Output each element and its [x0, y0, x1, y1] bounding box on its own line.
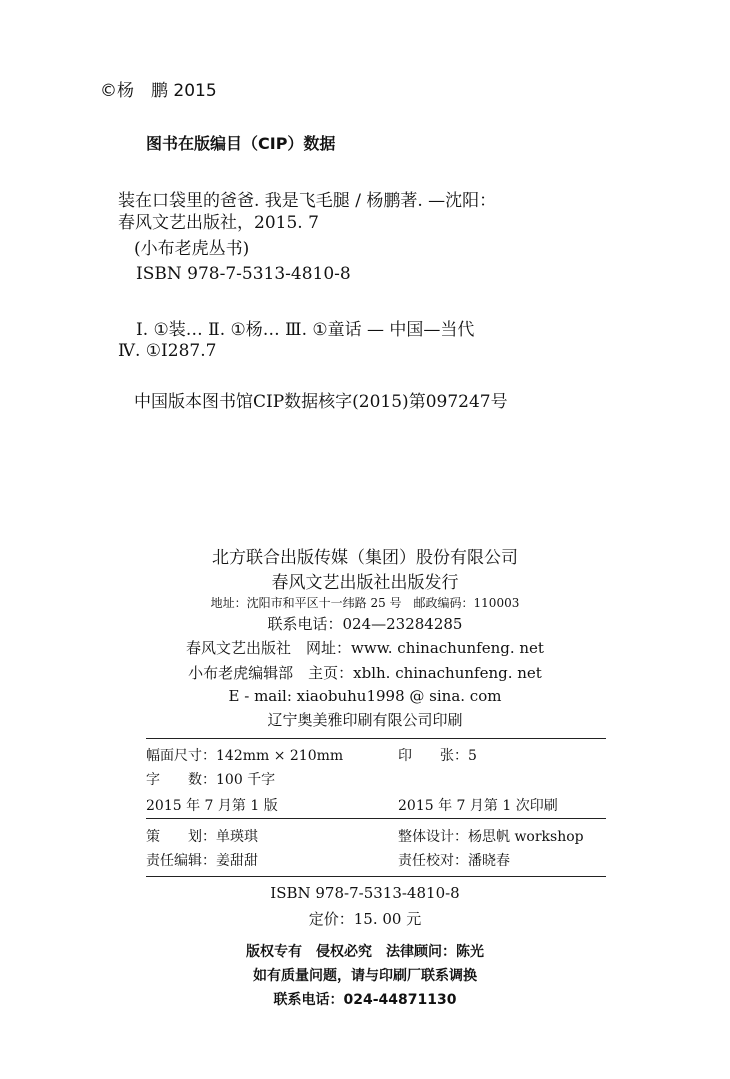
price-isbn: ISBN 978-7-5313-4810-8 — [270, 884, 460, 902]
cip-verification: 中国版本图书馆CIP数据核字(2015)第097247号 — [134, 392, 508, 412]
divider-credits-top — [146, 818, 606, 819]
cip-title-line-1: 装在口袋里的爸爸. 我是飞毛腿 / 杨鹏著. —沈阳： — [118, 191, 497, 211]
publisher-phone: 联系电话：024—23284285 — [267, 615, 463, 633]
credit-proofreader: 责任校对：潘晓春 — [398, 853, 510, 869]
credit-designer: 整体设计：杨思帆 workshop — [398, 829, 584, 845]
cip-title-line-2: 春风文艺出版社，2015. 7 — [118, 213, 319, 233]
spec-sheets: 印 张：5 — [398, 748, 477, 764]
divider-specs-top — [146, 738, 606, 739]
credit-editor: 责任编辑：姜甜甜 — [146, 853, 258, 869]
spec-format: 幅面尺寸：142mm × 210mm — [146, 748, 344, 764]
credit-planner: 策 划：单瑛琪 — [146, 829, 258, 845]
cip-classification-1: Ⅰ. ①装… Ⅱ. ①杨… Ⅲ. ①童话 — 中国—当代 — [136, 320, 475, 340]
notice-contact: 联系电话：024-44871130 — [273, 992, 457, 1008]
spec-words: 字 数：100 千字 — [146, 772, 276, 788]
copyright-notice: ©杨 鹏 2015 — [100, 81, 217, 101]
publisher-issuer: 春风文艺出版社出版发行 — [271, 573, 459, 593]
publisher-printer: 辽宁奥美雅印刷有限公司印刷 — [267, 711, 463, 729]
cip-series: (小布老虎丛书) — [134, 239, 250, 259]
price-label: 定价：15. 00 元 — [308, 910, 422, 928]
divider-price-top — [146, 876, 606, 877]
publisher-homepage: 小布老虎编辑部 主页：xblh. chinachunfeng. net — [188, 664, 542, 682]
publisher-website: 春风文艺出版社 网址：www. chinachunfeng. net — [186, 639, 544, 657]
cip-isbn: ISBN 978-7-5313-4810-8 — [136, 264, 351, 284]
publisher-address: 地址：沈阳市和平区十一纬路 25 号 邮政编码：110003 — [210, 596, 520, 610]
spec-edition: 2015 年 7 月第 1 版 — [146, 798, 278, 814]
spec-printing: 2015 年 7 月第 1 次印刷 — [398, 798, 558, 814]
publisher-email: E - mail: xiaobuhu1998 @ sina. com — [228, 687, 502, 705]
cip-heading: 图书在版编目（CIP）数据 — [146, 134, 336, 153]
notice-quality: 如有质量问题，请与印刷厂联系调换 — [253, 968, 477, 984]
cip-classification-2: Ⅳ. ①I287.7 — [118, 341, 217, 361]
notice-rights: 版权专有 侵权必究 法律顾问：陈光 — [246, 944, 484, 960]
publisher-group: 北方联合出版传媒（集团）股份有限公司 — [212, 548, 518, 568]
